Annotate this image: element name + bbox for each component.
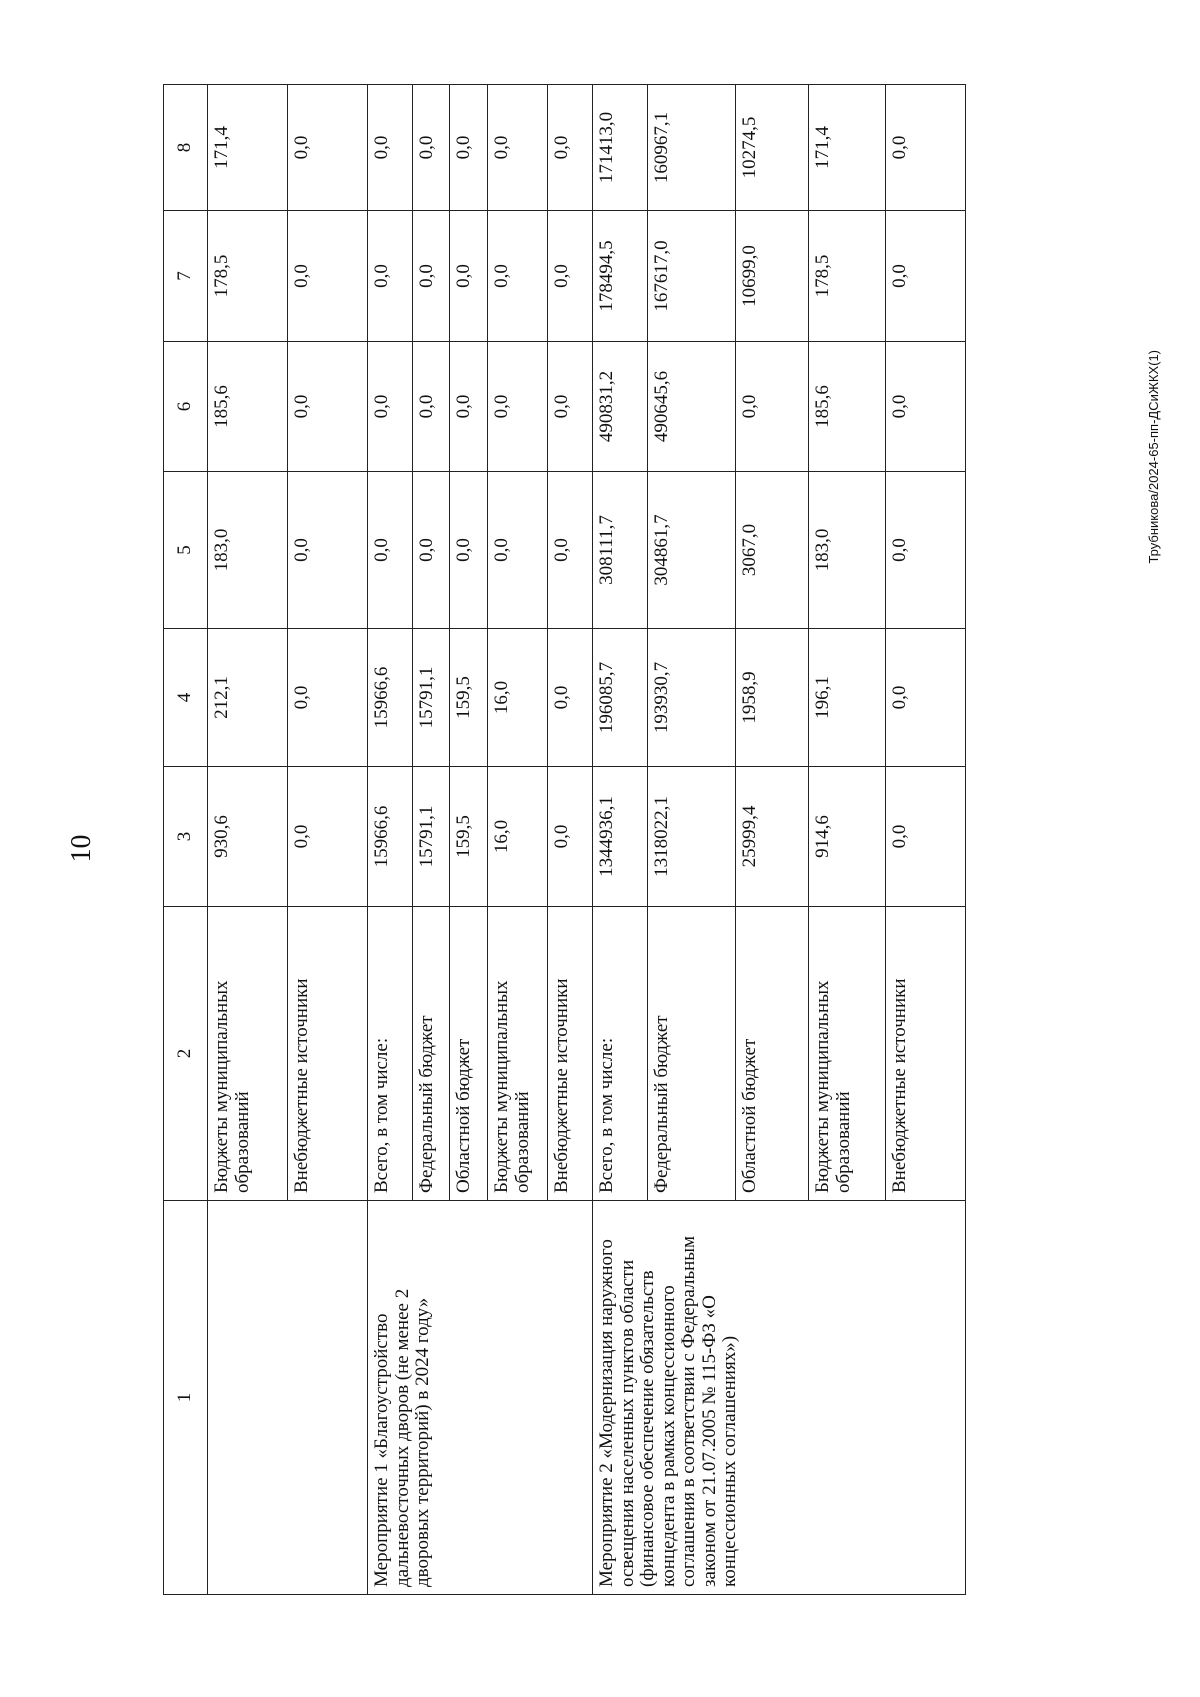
funding-source-cell: Бюджеты муниципальных образований <box>488 907 548 1201</box>
funding-source-cell: Бюджеты муниципальных образований <box>809 907 886 1201</box>
value-cell: 185,6 <box>208 342 288 472</box>
value-cell: 0,0 <box>450 342 488 472</box>
value-cell: 178,5 <box>809 211 886 342</box>
event-cell: Мероприятие 2 «Модернизация наружного освещения населенных пунктов области (финансовое обеспечение обязательств концедента в рамках концессионного соглашения в соответствии с Федеральным законом от 21.07.2005 № 115-ФЗ «О концессионных соглашениях») <box>593 1201 966 1595</box>
value-cell: 0,0 <box>548 472 593 629</box>
value-cell: 0,0 <box>886 342 966 472</box>
value-cell: 0,0 <box>886 472 966 629</box>
header-cell: 3 <box>164 767 208 907</box>
funding-source-cell: Всего, в том числе: <box>593 907 648 1201</box>
value-cell: 159,5 <box>450 767 488 907</box>
header-cell: 1 <box>164 1201 208 1595</box>
value-cell: 0,0 <box>413 342 450 472</box>
value-cell: 0,0 <box>450 472 488 629</box>
value-cell: 0,0 <box>548 767 593 907</box>
value-cell: 15966,6 <box>368 767 413 907</box>
value-cell: 10274,5 <box>736 85 809 211</box>
value-cell: 0,0 <box>886 211 966 342</box>
value-cell: 159,5 <box>450 629 488 767</box>
value-cell: 171,4 <box>809 85 886 211</box>
value-cell: 0,0 <box>488 85 548 211</box>
value-cell: 0,0 <box>368 472 413 629</box>
value-cell: 0,0 <box>368 342 413 472</box>
value-cell: 1958,9 <box>736 629 809 767</box>
value-cell: 0,0 <box>288 85 368 211</box>
value-cell: 212,1 <box>208 629 288 767</box>
event-cell: Мероприятие 1 «Благоустройство дальневосточных дворов (не менее 2 дворовых территорий) в 2024 году» <box>368 1201 593 1595</box>
value-cell: 0,0 <box>488 211 548 342</box>
value-cell: 0,0 <box>288 767 368 907</box>
value-cell: 167617,0 <box>648 211 736 342</box>
value-cell: 0,0 <box>548 211 593 342</box>
value-cell: 1318022,1 <box>648 767 736 907</box>
value-cell: 178,5 <box>208 211 288 342</box>
value-cell: 0,0 <box>886 85 966 211</box>
value-cell: 10699,0 <box>736 211 809 342</box>
header-cell: 6 <box>164 342 208 472</box>
value-cell: 160967,1 <box>648 85 736 211</box>
value-cell: 16,0 <box>488 629 548 767</box>
value-cell: 490831,2 <box>593 342 648 472</box>
value-cell: 304861,7 <box>648 472 736 629</box>
value-cell: 0,0 <box>450 85 488 211</box>
table-header-row <box>164 85 208 1595</box>
value-cell: 0,0 <box>288 472 368 629</box>
value-cell: 0,0 <box>288 629 368 767</box>
value-cell: 0,0 <box>368 211 413 342</box>
value-cell: 171,4 <box>208 85 288 211</box>
value-cell: 171413,0 <box>593 85 648 211</box>
value-cell: 15791,1 <box>413 767 450 907</box>
value-cell: 0,0 <box>886 629 966 767</box>
value-cell: 15966,6 <box>368 629 413 767</box>
funding-source-cell: Федеральный бюджет <box>648 907 736 1201</box>
document-code: Трубникова/2024-65-пп-ДСиЖКХ(1) <box>1146 350 1161 564</box>
funding-source-cell: Внебюджетные источники <box>288 907 368 1201</box>
value-cell: 0,0 <box>368 85 413 211</box>
funding-source-cell: Внебюджетные источники <box>548 907 593 1201</box>
value-cell: 183,0 <box>208 472 288 629</box>
value-cell: 3067,0 <box>736 472 809 629</box>
event-cell <box>208 1201 368 1595</box>
table-row <box>593 85 648 1595</box>
value-cell: 185,6 <box>809 342 886 472</box>
value-cell: 0,0 <box>488 342 548 472</box>
value-cell: 178494,5 <box>593 211 648 342</box>
value-cell: 308111,7 <box>593 472 648 629</box>
funding-source-cell: Областной бюджет <box>736 907 809 1201</box>
table-row <box>368 85 413 1595</box>
header-cell: 7 <box>164 211 208 342</box>
value-cell: 15791,1 <box>413 629 450 767</box>
value-cell: 0,0 <box>548 85 593 211</box>
value-cell: 0,0 <box>413 211 450 342</box>
value-cell: 0,0 <box>488 472 548 629</box>
value-cell: 914,6 <box>809 767 886 907</box>
table-row <box>208 85 288 1595</box>
value-cell: 0,0 <box>736 342 809 472</box>
value-cell: 183,0 <box>809 472 886 629</box>
value-cell: 0,0 <box>288 211 368 342</box>
value-cell: 196085,7 <box>593 629 648 767</box>
budget-table <box>163 84 966 1595</box>
value-cell: 1344936,1 <box>593 767 648 907</box>
funding-source-cell: Всего, в том числе: <box>368 907 413 1201</box>
value-cell: 930,6 <box>208 767 288 907</box>
value-cell: 196,1 <box>809 629 886 767</box>
header-cell: 5 <box>164 472 208 629</box>
value-cell: 0,0 <box>548 342 593 472</box>
header-cell: 4 <box>164 629 208 767</box>
header-cell: 8 <box>164 85 208 211</box>
value-cell: 193930,7 <box>648 629 736 767</box>
page-number: 10 <box>66 834 97 863</box>
value-cell: 0,0 <box>413 85 450 211</box>
value-cell: 0,0 <box>886 767 966 907</box>
value-cell: 0,0 <box>450 211 488 342</box>
funding-source-cell: Внебюджетные источники <box>886 907 966 1201</box>
value-cell: 0,0 <box>288 342 368 472</box>
value-cell: 25999,4 <box>736 767 809 907</box>
funding-source-cell: Бюджеты муниципальных образований <box>208 907 288 1201</box>
value-cell: 16,0 <box>488 767 548 907</box>
funding-source-cell: Областной бюджет <box>450 907 488 1201</box>
value-cell: 0,0 <box>548 629 593 767</box>
header-cell: 2 <box>164 907 208 1201</box>
value-cell: 490645,6 <box>648 342 736 472</box>
funding-source-cell: Федеральный бюджет <box>413 907 450 1201</box>
value-cell: 0,0 <box>413 472 450 629</box>
